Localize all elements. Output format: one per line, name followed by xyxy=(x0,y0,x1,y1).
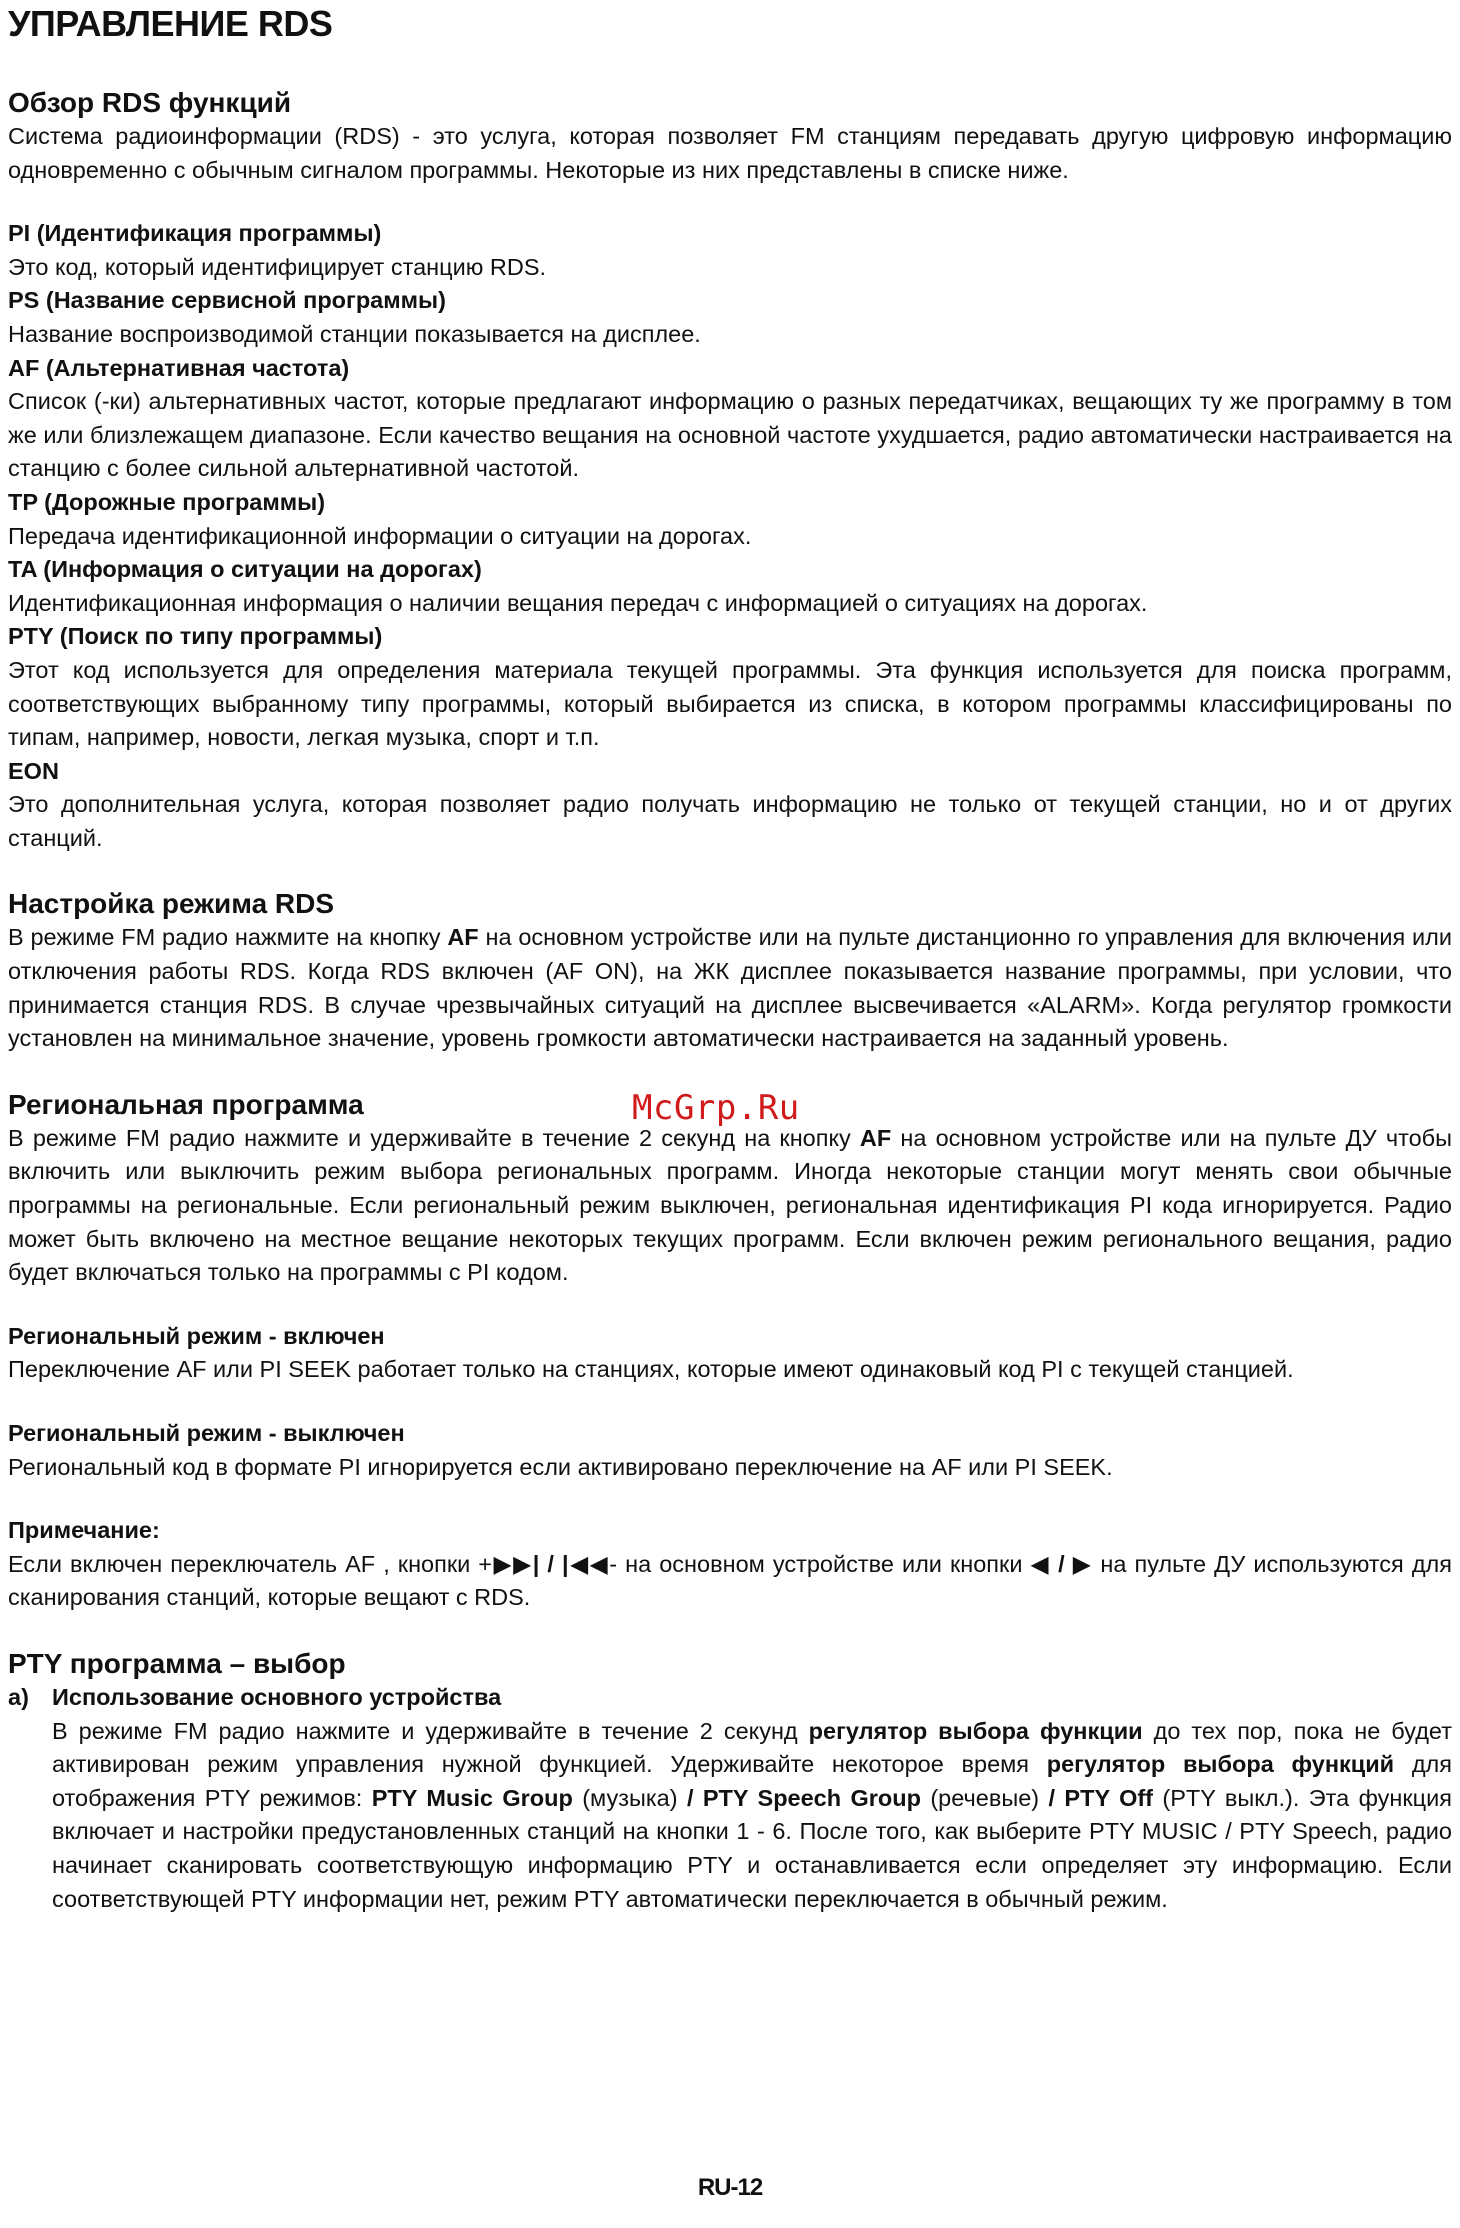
rds-term-pty xyxy=(8,620,1452,754)
term-heading: TP (Дорожные программы) xyxy=(8,488,326,515)
text-run: на основном устройстве или на пульте дистанционно го управления для включения или отключения работы RDS. Когда RDS включен (AF ON), на ЖК дисплее показывается название программы, при условии, что принимается станция RDS. В случае чрезвычайных ситуаций на дисплее высвечивается «ALARM». Когда регулятор громкости установлен на минимальное значение, уровень громкости автоматически настраивается на заданный уровень. xyxy=(8,924,1452,1052)
rds-term-pi xyxy=(8,217,1452,284)
overview-intro: Система радиоинформации (RDS) - это услуга, которая позволяет FM станциям передавать другую цифровую информацию одновременно с обычным сигналом программы. Некоторые из них представлены в списке ниже. xyxy=(8,123,1452,183)
term-description: Это дополнительная услуга, которая позволяет радио получать информацию не только от текущей станции, но и от других станций. xyxy=(8,791,1452,851)
rds-term-eon xyxy=(8,755,1452,856)
text-run: на основном устройстве или на пульте ДУ чтобы включить или выключить режим выбора региональных программ. Иногда некоторые станции могут менять свои обычные программы на региональные. Если региональный режим выключен, региональная идентификация PI кода игнорируется. Радио может быть включено на местное вещание некоторых текущих программ. Если включен режим регионального вещания, радио будет включаться только на программы с PI кодом. xyxy=(8,1124,1452,1286)
skip-next-icon: ▶▶| xyxy=(492,1550,540,1577)
manual-page xyxy=(8,0,1452,1916)
regional-paragraph xyxy=(8,1122,1452,1290)
regional-off-section xyxy=(8,1417,1452,1484)
bold-term: / PTY Speech Group xyxy=(686,1784,921,1811)
site-watermark: McGrp.Ru xyxy=(632,1088,800,1128)
note-section xyxy=(8,1514,1452,1615)
term-description: Идентификационная информация о наличии вещания передач с информацией о ситуациях на дорогах. xyxy=(8,589,1148,616)
regional-off-text: Региональный код в формате PI игнорируется если активировано переключение на AF или PI SEEK. xyxy=(8,1453,1113,1480)
text-run: / xyxy=(1050,1550,1073,1577)
overview-section xyxy=(8,86,1452,855)
term-heading: TA (Информация о ситуации на дорогах) xyxy=(8,556,482,583)
page-title: УПРАВЛЕНИЕ RDS xyxy=(8,3,333,44)
rds-term-tp xyxy=(8,486,1452,553)
pty-item-heading: Использование основного устройства xyxy=(52,1683,502,1710)
pty-item-text xyxy=(52,1715,1452,1917)
text-run: Если включен переключатель AF , кнопки + xyxy=(8,1550,493,1577)
term-heading: AF (Альтернативная частота) xyxy=(8,354,350,381)
term-description: Передача идентификационной информации о ситуации на дорогах. xyxy=(8,522,752,549)
bold-term: / PTY Off xyxy=(1048,1784,1154,1811)
page-number: RU-12 xyxy=(697,2174,763,2201)
text-run: (речевые) xyxy=(920,1784,1049,1811)
note-text xyxy=(8,1548,1452,1615)
rds-mode-paragraph xyxy=(8,921,1452,1055)
rds-term-ps xyxy=(8,284,1452,351)
arrow-left-icon: ◀ xyxy=(1030,1550,1051,1577)
pty-heading: PTY программа – выбор xyxy=(8,1647,346,1679)
arrow-right-icon: ▶ xyxy=(1072,1550,1093,1577)
list-marker: a) xyxy=(8,1683,29,1710)
pty-section xyxy=(8,1647,1452,1916)
rds-term-ta xyxy=(8,553,1452,620)
text-run: (музыка) xyxy=(572,1784,687,1811)
regional-heading: Региональная программа xyxy=(8,1088,364,1120)
text-run: на пульте ДУ используются для сканирования станций, которые вещают с RDS. xyxy=(8,1550,1452,1611)
regional-off-heading: Региональный режим - выключен xyxy=(8,1420,405,1446)
bold-term: регулятор выбора функций xyxy=(1046,1751,1395,1778)
text-run: (PTY выкл.). Эта функция включает и настройки предустановленных станций на кнопки 1 - 6. После того, как выберите PTY MUSIC / PTY Speech, радио начинает сканировать соответствующую информацию PTY и останавливается если определяет эту информацию. Если соответствующей PTY информации нет, режим PTY автоматически переключается в обычный режим. xyxy=(52,1784,1452,1912)
text-run: / xyxy=(539,1550,562,1577)
term-description: Название воспроизводимой станции показывается на дисплее. xyxy=(8,320,701,347)
rds-term-af xyxy=(8,352,1452,486)
term-heading: PS (Название сервисной программы) xyxy=(8,287,446,314)
text-run: для отображения PTY режимов: xyxy=(52,1751,1452,1811)
af-key-label: AF xyxy=(859,1124,892,1151)
term-description: Этот код используется для определения материала текущей программы. Эта функция используется для поиска программ, соответствующих выбранному типу программы, который выбирается из списка, в котором программы классифицированы по типам, например, новости, легкая музыка, спорт и т.п. xyxy=(8,656,1452,751)
term-description: Это код, который идентифицирует станцию RDS. xyxy=(8,253,547,280)
regional-on-heading: Региональный режим - включен xyxy=(8,1322,385,1349)
term-heading: PTY (Поиск по типу программы) xyxy=(8,623,383,650)
regional-on-section xyxy=(8,1320,1452,1387)
regional-on-text: Переключение AF или PI SEEK работает только на станциях, которые имеют одинаковый код PI с текущей станцией. xyxy=(8,1356,1294,1383)
term-heading: EON xyxy=(8,757,59,784)
rds-mode-heading: Настройка режима RDS xyxy=(8,888,335,920)
rds-mode-section xyxy=(8,887,1452,1055)
text-run: - на основном устройстве или кнопки xyxy=(609,1550,1031,1577)
term-heading: PI (Идентификация программы) xyxy=(8,220,382,247)
pty-list-item xyxy=(8,1681,1452,1916)
text-run: В режиме FM радио нажмите на кнопку xyxy=(8,924,448,951)
term-description: Список (-ки) альтернативных частот, которые предлагают информацию о разных передатчиках, вещающих ту же программу в том же или близлежащем диапазоне. Если качество вещания на основной частоте ухудшается, радио автоматически настраивается на станцию с более сильной альтернативной частотой. xyxy=(8,388,1452,482)
bold-term: PTY Music Group xyxy=(371,1784,573,1811)
overview-heading: Обзор RDS функций xyxy=(8,87,292,118)
text-run: до тех пор, пока не будет активирован режим управления нужной функцией. Удерживайте некоторое время xyxy=(52,1717,1452,1778)
bold-term: регулятор выбора функции xyxy=(808,1717,1143,1744)
text-run: В режиме FM радио нажмите и удерживайте в течение 2 секунд xyxy=(52,1717,809,1744)
skip-previous-icon: |◀◀ xyxy=(561,1550,610,1577)
text-run: В режиме FM радио нажмите и удерживайте в течение 2 секунд на кнопку xyxy=(8,1124,860,1151)
note-heading: Примечание: xyxy=(8,1517,160,1544)
af-key-label: AF xyxy=(447,924,479,951)
